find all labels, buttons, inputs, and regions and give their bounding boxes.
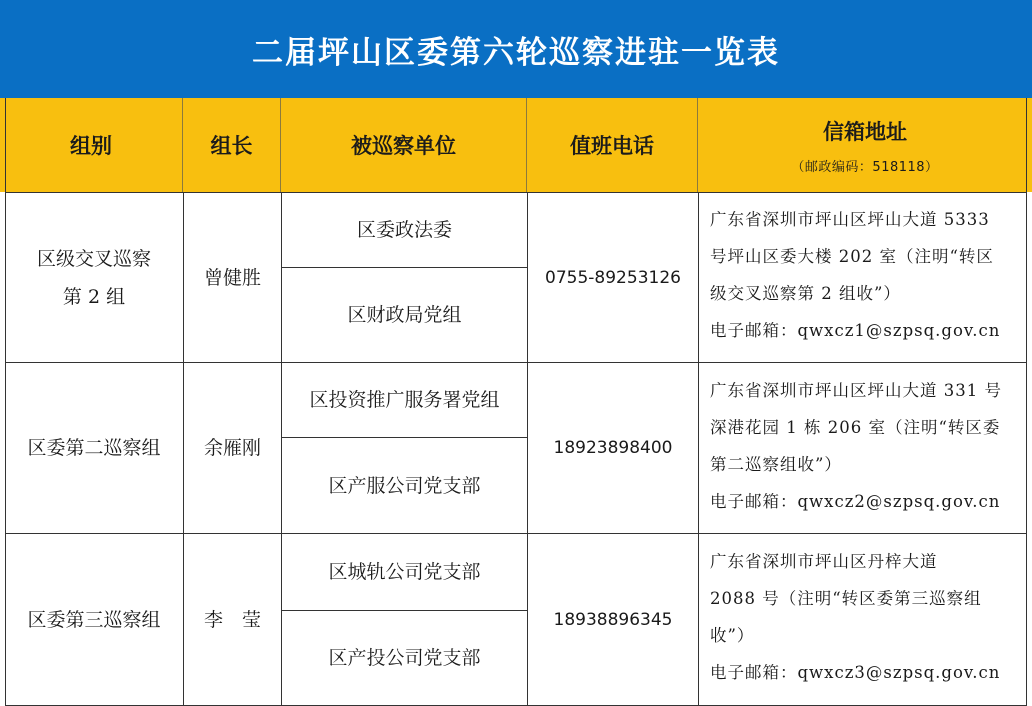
- address-line: 第二巡察组收”）: [710, 455, 842, 474]
- table-row-3-unit-1: 区城轨公司党支部: [328, 561, 481, 583]
- address-line: 2088 号（注明“转区委第三巡察组: [710, 589, 982, 608]
- header-unit: [281, 98, 527, 192]
- header-phone-label: 值班电话: [570, 134, 654, 158]
- header-unit-label: 被巡察单位: [351, 134, 456, 158]
- table-row-2-unit-1: 区投资推广服务署党组: [309, 389, 500, 411]
- table-row-3-leader: 李 莹: [203, 608, 261, 631]
- table-row-1-group: [5, 193, 183, 362]
- header-leader-label: 组长: [210, 134, 253, 158]
- table-row-2-address: [710, 372, 1020, 520]
- address-line: 级交叉巡察第 2 组收”）: [710, 284, 901, 303]
- table-title-bar: [0, 0, 1032, 98]
- table-row-1-leader: 曾健胜: [203, 266, 261, 289]
- table-border-right: [1026, 98, 1027, 706]
- table-row-1-address: [710, 201, 1020, 349]
- header-address: [698, 98, 1032, 192]
- table-row-3-unit-2: 区产投公司党支部: [328, 647, 481, 669]
- address-line: 号坪山区委大楼 202 室（注明“转区: [710, 247, 994, 266]
- table-row-1-unit-1: 区委政法委: [356, 219, 452, 241]
- table-row-2-group: 区委第二巡察组: [27, 437, 161, 459]
- header-group: [0, 98, 183, 192]
- table-row-3-phone: 18938896345: [553, 609, 673, 630]
- address-line: 广东省深圳市坪山区坪山大道 331 号: [710, 381, 1002, 400]
- table-row-1-phone: 0755-89253126: [545, 267, 681, 288]
- email-address[interactable]: 电子邮箱：qwxcz1@szpsq.gov.cn: [710, 321, 1001, 340]
- header-phone: [527, 98, 698, 192]
- header-leader: [183, 98, 281, 192]
- table-row-1-unit-2: 区财政局党组: [347, 304, 462, 326]
- column-divider: [698, 192, 699, 706]
- address-line: 收”）: [710, 626, 755, 645]
- table-row-3-group: 区委第三巡察组: [27, 608, 161, 631]
- email-address[interactable]: 电子邮箱：qwxcz2@szpsq.gov.cn: [710, 492, 1001, 511]
- group-name-line1: 区级交叉巡察: [36, 247, 151, 270]
- table-row-2-leader: 余雁刚: [203, 437, 261, 459]
- address-line: 广东省深圳市坪山区丹梓大道: [710, 552, 938, 571]
- table-row-2-phone: 18923898400: [553, 438, 673, 458]
- address-line: 深港花园 1 栋 206 室（注明“转区委: [710, 418, 1001, 437]
- header-address-postcode: （邮政编码：518118）: [791, 159, 939, 175]
- table-title: 二届坪山区委第六轮巡察进驻一览表: [252, 34, 780, 71]
- group-name-line2: 第 2 组: [62, 285, 126, 308]
- header-group-label: 组别: [70, 134, 112, 158]
- header-address-label: 信箱地址: [823, 119, 907, 144]
- email-address[interactable]: 电子邮箱：qwxcz3@szpsq.gov.cn: [710, 663, 1001, 682]
- table-row-3-address: [710, 543, 1020, 691]
- address-line: 广东省深圳市坪山区坪山大道 5333: [710, 210, 990, 229]
- table-row-2-unit-2: 区产服公司党支部: [328, 474, 481, 497]
